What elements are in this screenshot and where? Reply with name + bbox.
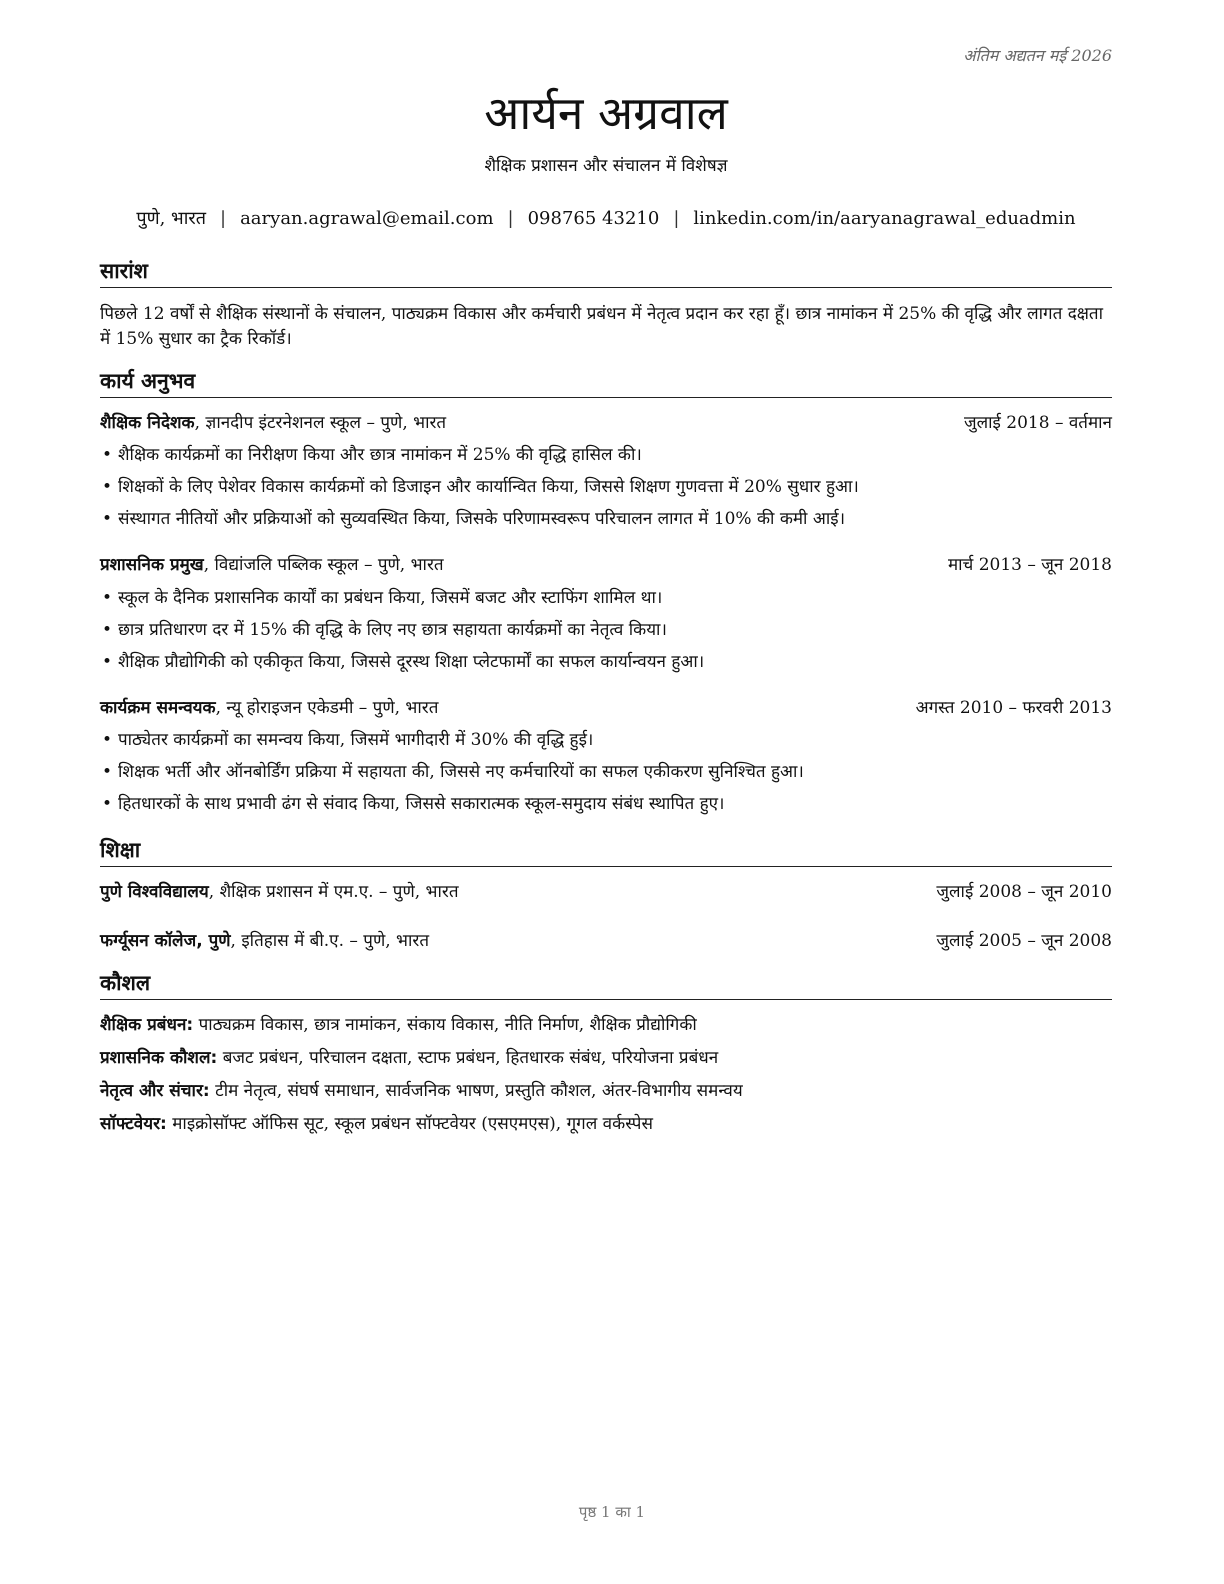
- skill-row: [100, 1080, 1112, 1102]
- job-bullet: • शिक्षकों के लिए पेशेवर विकास कार्यक्रमों को डिजाइन और कार्यान्वित किया, जिससे शिक्षण गुणवत्ता में 20% सुधार हुआ।: [100, 476, 1112, 498]
- job-bullets: [100, 444, 1112, 530]
- contact-phone[interactable]: 098765 43210: [527, 208, 660, 230]
- summary-heading: सारांश: [100, 258, 1112, 288]
- skill-value: बजट प्रबंधन, परिचालन दक्षता, स्टाफ प्रबंधन, हितधारक संबंध, परियोजना प्रबंधन: [217, 1048, 719, 1069]
- job-bullet: • स्कूल के दैनिक प्रशासनिक कार्यों का प्रबंधन किया, जिसमें बजट और स्टाफिंग शामिल था।: [100, 587, 1112, 609]
- job-bullet: • शिक्षक भर्ती और ऑनबोर्डिंग प्रक्रिया में सहायता की, जिससे नए कर्मचारियों का सफल एकीकरण सुनिश्चित हुआ।: [100, 761, 1112, 783]
- skill-value: माइक्रोसॉफ्ट ऑफिस सूट, स्कूल प्रबंधन सॉफ्टवेयर (एसएमएस), गूगल वर्कस्पेस: [166, 1114, 653, 1135]
- job-bullet: • हितधारकों के साथ प्रभावी ढंग से संवाद किया, जिससे सकारात्मक स्कूल-समुदाय संबंध स्थापित हुए।: [100, 793, 1112, 815]
- job-entry: [100, 412, 1112, 530]
- job-bullet: • पाठ्येतर कार्यक्रमों का समन्वय किया, जिसमें भागीदारी में 30% की वृद्धि हुई।: [100, 729, 1112, 751]
- education-dates: जुलाई 2005 – जून 2008: [936, 930, 1112, 951]
- contact-separator: |: [507, 208, 514, 230]
- education-entry: [100, 881, 1112, 903]
- skill-value: टीम नेतृत्व, संघर्ष समाधान, सार्वजनिक भाषण, प्रस्तुति कौशल, अंतर-विभागीय समन्वय: [209, 1081, 743, 1102]
- job-bullet: • संस्थागत नीतियों और प्रक्रियाओं को सुव्यवस्थित किया, जिसके परिणामस्वरूप परिचालन लागत में 10% की कमी आई।: [100, 508, 1112, 530]
- job-dates: मार्च 2013 – जून 2018: [947, 555, 1112, 576]
- education-heading: शिक्षा: [100, 837, 1112, 867]
- job-dates: जुलाई 2018 – वर्तमान: [963, 413, 1112, 434]
- skill-label: प्रशासनिक कौशल:: [100, 1048, 218, 1069]
- job-bullet: • छात्र प्रतिधारण दर में 15% की वृद्धि के लिए नए छात्र सहायता कार्यक्रमों का नेतृत्व किया।: [100, 619, 1112, 641]
- education-detail: , शैक्षिक प्रशासन में एम.ए. – पुणे, भारत: [208, 882, 459, 903]
- skill-label: नेतृत्व और संचार:: [100, 1081, 210, 1102]
- job-role: प्रशासनिक प्रमुख: [100, 555, 204, 576]
- education-dates: जुलाई 2008 – जून 2010: [936, 882, 1112, 903]
- page-number: पृष्ठ 1 का 1: [578, 1503, 646, 1521]
- job-bullets: [100, 587, 1112, 673]
- job-bullet: • शैक्षिक प्रौद्योगिकी को एकीकृत किया, जिससे दूरस्थ शिक्षा प्लेटफार्मों का सफल कार्यान्वयन हुआ।: [100, 651, 1112, 673]
- contact-linkedin[interactable]: linkedin.com/in/aaryanagrawal_eduadmin: [693, 208, 1076, 230]
- job-org: , ज्ञानदीप इंटरनेशनल स्कूल – पुणे, भारत: [194, 413, 447, 434]
- skills-list: [100, 1014, 1112, 1135]
- skill-value: पाठ्यक्रम विकास, छात्र नामांकन, संकाय विकास, नीति निर्माण, शैक्षिक प्रौद्योगिकी: [193, 1014, 697, 1035]
- job-bullet: • शैक्षिक कार्यक्रमों का निरीक्षण किया और छात्र नामांकन में 25% की वृद्धि हासिल की।: [100, 444, 1112, 466]
- education-entry: [100, 930, 1112, 952]
- job-header: [100, 554, 1112, 576]
- job-title-line: [100, 697, 438, 719]
- skill-label: सॉफ्टवेयर:: [100, 1114, 167, 1135]
- job-org: , विद्यांजलि पब्लिक स्कूल – पुणे, भारत: [203, 555, 444, 576]
- skill-label: शैक्षिक प्रबंधन:: [100, 1014, 194, 1035]
- summary-text: पिछले 12 वर्षों से शैक्षिक संस्थानों के संचालन, पाठ्यक्रम विकास और कर्मचारी प्रबंधन में नेतृत्व प्रदान कर रहा हूँ। छात्र नामांकन में 25% की वृद्धि और लागत दक्षता में 15% सुधार का ट्रैक रिकॉर्ड।: [100, 304, 1104, 350]
- skill-row: [100, 1047, 1112, 1069]
- contact-line: [100, 206, 1112, 230]
- education-line: [100, 881, 459, 903]
- skills-heading: कौशल: [100, 970, 1112, 1000]
- contact-location: पुणे, भारत: [136, 208, 206, 230]
- contact-separator: |: [220, 208, 227, 230]
- education-line: [100, 930, 429, 952]
- job-role: कार्यक्रम समन्वयक: [100, 697, 216, 718]
- job-title-line: [100, 412, 446, 434]
- job-entry: [100, 697, 1112, 815]
- experience-heading: कार्य अनुभव: [100, 368, 1112, 398]
- job-header: [100, 697, 1112, 719]
- job-org: , न्यू होराइजन एकेडमी – पुणे, भारत: [215, 697, 439, 718]
- job-dates: अगस्त 2010 – फरवरी 2013: [915, 697, 1112, 718]
- job-role: शैक्षिक निदेशक: [100, 413, 195, 434]
- skill-row: [100, 1014, 1112, 1036]
- education-school: फर्ग्यूसन कॉलेज, पुणे: [100, 930, 231, 951]
- contact-separator: |: [673, 208, 680, 230]
- job-header: [100, 412, 1112, 434]
- tagline: शैक्षिक प्रशासन और संचालन में विशेषज्ञ: [484, 156, 728, 177]
- education-school: पुणे विश्वविद्यालय: [100, 882, 209, 903]
- education-detail: , इतिहास में बी.ए. – पुणे, भारत: [230, 930, 430, 951]
- last-updated: अंतिम अद्यतन मई 2026: [963, 46, 1112, 65]
- contact-email[interactable]: aaryan.agrawal@email.com: [240, 208, 494, 230]
- candidate-name: आर्यन अग्रवाल: [484, 86, 728, 140]
- job-title-line: [100, 554, 444, 576]
- skill-row: [100, 1113, 1112, 1135]
- job-entry: [100, 554, 1112, 672]
- job-bullets: [100, 729, 1112, 815]
